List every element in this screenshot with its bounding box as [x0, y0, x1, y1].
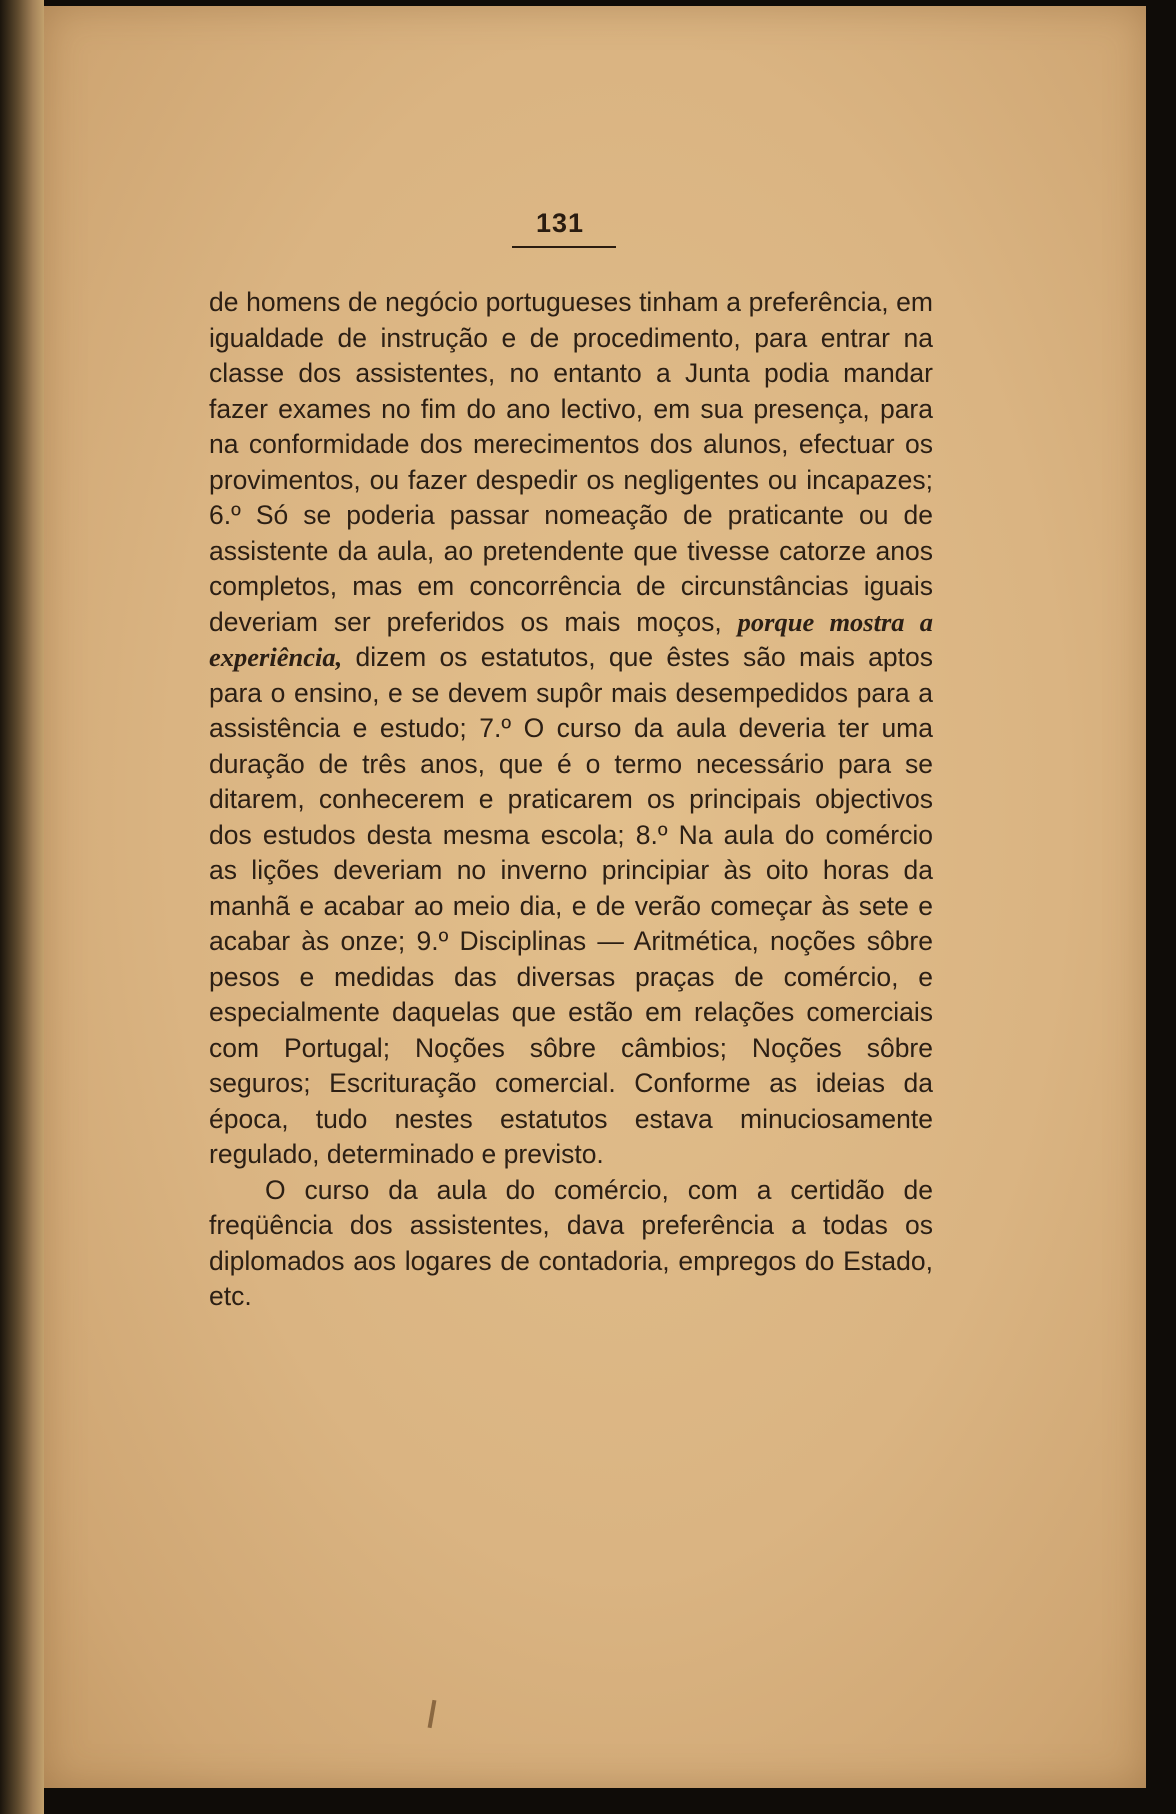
paragraph-1-part-a: de homens de negócio portugueses tinham a preferência, em igualdade de instrução e de procedimento, para entrar na classe dos assistentes, no entanto a Junta podia mandar fazer exames no fim do ano lectivo, em sua presença, para na conformidade dos merecimentos dos alunos, efectuar os provimentos, ou fazer despedir os negligentes ou incapazes; 6.º Só se poderia passar nomeação de praticante ou de assistente da aula, ao pretendente que tivesse catorze anos completos, mas em concorrência de circunstâncias iguais deveriam ser preferidos os mais moços, — [209, 287, 933, 637]
body-text — [209, 285, 933, 1315]
paragraph-1-part-b: dizem os estatutos, que êstes são mais aptos para o ensino, e se devem supôr mais desempedidos para a assistência e estudo; 7.º O curso da aula deveria ter uma duração de três anos, que é o termo necessário para se ditarem, conhecerem e praticarem os principais objectivos dos estudos desta mesma escola; 8.º Na aula do comércio as lições deveriam no inverno principiar às oito horas da manhã e acabar ao meio dia, e de verão começar às sete e acabar às onze; 9.º Disciplinas — Aritmética, noções sôbre pesos e medidas das diversas praças de comércio, e especialmente daquelas que estão em relações comerciais com Portugal; Noções sôbre câmbios; Noções sôbre seguros; Escrituração comercial. Conforme as ideias da época, tudo nestes estatutos estava minuciosamente regulado, determinado e previsto. — [209, 642, 933, 1169]
page-number-rule — [512, 246, 616, 248]
page-number: 131 — [535, 208, 585, 238]
book-binding-edge — [0, 0, 44, 1814]
paragraph-2: O curso da aula do comércio, com a certidão de freqüência dos assistentes, dava preferência a todas os diplomados aos logares de contadoria, empregos do Estado, etc. — [209, 1174, 933, 1311]
italic-quote: porque mostra a experiência, — [209, 606, 933, 672]
paragraph-1 — [209, 285, 933, 1173]
